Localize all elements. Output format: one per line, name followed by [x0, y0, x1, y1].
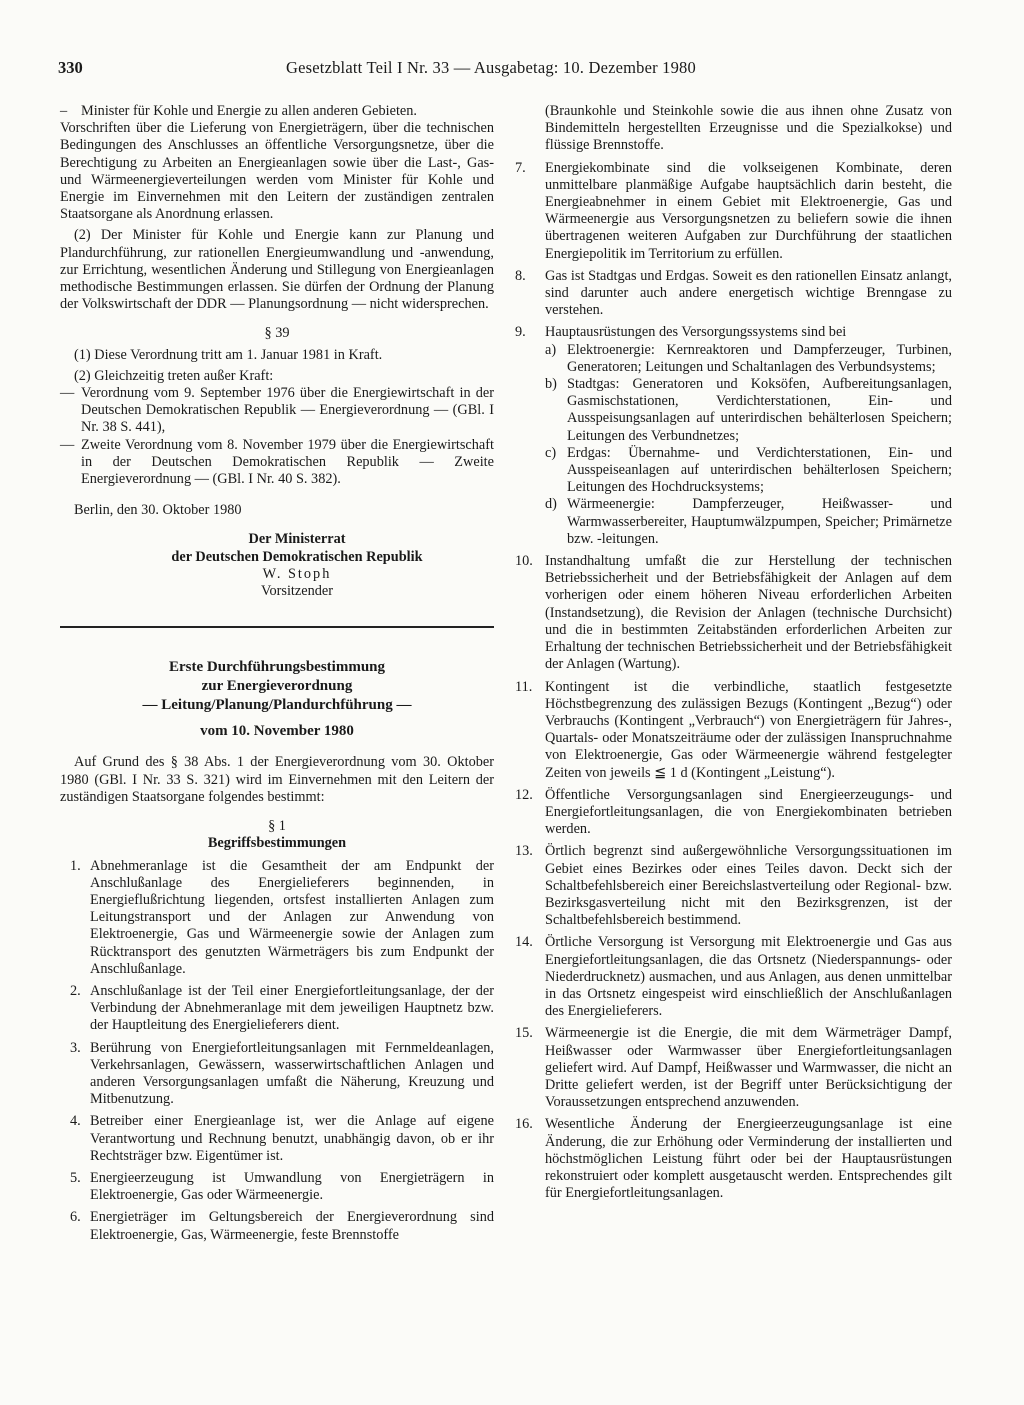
left-column — [60, 103, 494, 1244]
definition-number: 2. — [70, 982, 81, 999]
definition-text: Wesentliche Änderung der Energieerzeugungsanlage ist eine Änderung, die zur Erhöhung oder Verminderung der installierten und höchstmöglichen Leistung führt oder bei der Hauptausrüstungen rekonstruiert oder komplett ausgetauscht werden. Entsprechendes gilt für Energiefortleitungsanlagen. — [545, 1116, 952, 1202]
repealed-item-text: Zweite Verordnung vom 8. November 1979 über die Energiewirtschaft in der Deutschen Demokratischen Republik — Zweite Energieverordnung — (GBl. I Nr. 40 S. 382). — [81, 436, 494, 488]
subitem-letter: d) — [545, 496, 557, 513]
page-number: 330 — [58, 58, 83, 77]
signatory-role: Vorsitzender — [261, 583, 333, 600]
definitions-list — [60, 858, 494, 1244]
paragraph-2: (2) Der Minister für Kohle und Energie kann zur Planung und Plandurchführung, zur rationellen Energieumwandlung und -anwendung, zur Errichtung, wesentlichen Änderung und Stillegung von Energieanlagen methodische Bestimmungen erlassen. Sie dürfen der Ordnung der Planung der Volkswirtschaft der DDR — Planungsordnung — nicht widersprechen. — [60, 227, 494, 313]
definition-item — [515, 268, 952, 320]
definition-item — [515, 160, 952, 263]
definition-number: 13. — [515, 843, 533, 860]
definition-item — [515, 324, 952, 548]
definition-number: 1. — [70, 857, 81, 874]
place-date: Berlin, den 30. Oktober 1980 — [74, 502, 242, 519]
definition-text: Wärmeenergie ist die Energie, die mit dem Wärmeträger Dampf, Heißwasser oder Warmwasser über Energiefortleitungsanlagen geliefert wird. Auf Dampf, Heißwasser und Warmwasser, die nicht an Dritte geliefert werden, ist der Begriff unter Berücksichtigung der Voraussetzungen entsprechend anzuwenden. — [545, 1025, 952, 1111]
definition-number: 12. — [515, 786, 533, 803]
running-title: Gesetzblatt Teil I Nr. 33 — Ausgabetag: 10. Dezember 1980 — [286, 58, 696, 77]
definition-item — [60, 1209, 494, 1243]
subitem-text: Elektroenergie: Kernreaktoren und Dampferzeuger, Turbinen, Generatoren; Leitungen und Schaltanlagen des Verbundsystems; — [567, 341, 952, 375]
definition-text: Energieträger im Geltungsbereich der Energieverordnung sind Elektroenergie, Gas, Wärmeenergie, feste Brennstoffe — [90, 1209, 494, 1243]
section-1-heading: § 1 — [268, 818, 286, 835]
definition-number: 6. — [70, 1209, 81, 1226]
definition-9-subitem — [545, 376, 952, 445]
definition-item — [60, 1040, 494, 1109]
repealed-item — [60, 437, 494, 489]
definition-text: Instandhaltung umfaßt die zur Herstellung der technischen Betriebssicherheit und der Betriebsfähigkeit der Anlagen auf dem vorherigen oder einem höheren Niveau erforderlichen Arbeiten (Instandsetzung), die Revision der Anlagen (technische Durchsicht) und die in bestimmten Zeitabständen erforderlichen Arbeiten zur Erhaltung der technischen Betriebssicherheit und der Betriebsfähigkeit der Anlagen (Wartung). — [545, 553, 952, 673]
section-39-para-1: (1) Diese Verordnung tritt am 1. Januar 1981 in Kraft. — [74, 346, 383, 363]
definition-number: 11. — [515, 678, 533, 695]
definition-text: Gas ist Stadtgas und Erdgas. Soweit es den rationellen Einsatz anlangt, sind darunter auch andere energetisch wichtige Brenngase zu verstehen. — [545, 267, 952, 319]
section-39-para-2: (2) Gleichzeitig treten außer Kraft: — [74, 367, 274, 384]
right-column — [515, 103, 952, 1202]
definition-item — [60, 1113, 494, 1165]
definition-number: 8. — [515, 267, 526, 284]
definition-text: Öffentliche Versorgungsanlagen sind Energieerzeugungs- und Energiefortleitungsanlagen, die von Energiekombinaten betrieben werden. — [545, 786, 952, 838]
definition-number: 3. — [70, 1039, 81, 1056]
signatory-organ-line-2: der Deutschen Demokratischen Republik — [171, 548, 423, 565]
subitem-letter: a) — [545, 341, 557, 358]
subitem-text: Erdgas: Übernahme- und Verdichterstationen, Ein- und Ausspeiseanlagen auf unterirdischen behälterlosen Speichern; Leitungen des Hochdrucksystems; — [567, 444, 952, 496]
dash-item-text: Minister für Kohle und Energie zu allen anderen Gebieten. — [81, 103, 417, 119]
definition-item — [515, 934, 952, 1020]
definition-text: Anschlußanlage ist der Teil einer Energiefortleitungsanlage, der der Verbindung der Abnehmeranlage mit dem jeweiligen Hauptnetz bzw. der Hauptleitung des Energielieferers dient. — [90, 982, 494, 1034]
definition-item — [60, 858, 494, 978]
definition-text: Berührung von Energiefortleitungsanlagen mit Fernmeldeanlagen, Verkehrsanlagen, Gewässern, wasserwirtschaftlichen Anlagen und anderen Versorgungsanlagen umfaßt die Näherung, Kreuzung und Mitbenutzung. — [90, 1039, 494, 1108]
signature-block — [60, 531, 494, 600]
definition-item — [515, 843, 952, 929]
paragraph-regulations: Vorschriften über die Lieferung von Energieträgern, über die technischen Bedingungen des Anschlusses an öffentliche Versorgungsnetze, über die Berechtigung zu Arbeiten an Energieanlagen sowie über die Last-, Gas- und Wärmeenergieverteilungen werden vom Minister für Kohle und Energie im Einvernehmen mit den Leitern der zuständigen zentralen Staatsorgane als Anordnung erlassen. — [60, 120, 494, 223]
definition-item — [515, 679, 952, 782]
definition-number: 14. — [515, 934, 533, 951]
regulation-title — [60, 658, 494, 715]
section-39-heading: § 39 — [264, 325, 290, 342]
definition-text: Energieerzeugung ist Umwandlung von Energieträgern in Elektroenergie, Gas oder Wärmeenergie. — [90, 1169, 494, 1204]
definition-text: Örtliche Versorgung ist Versorgung mit Elektroenergie und Gas aus Energiefortleitungsanlagen, die das Ortsnetz (Niederspannungs- oder Niederdrucknetz) ausmachen, und aus Anlagen, aus denen unmittelbar in das Ortsnetz eingespeist wird einschließlich der Anschlußanlagen des Energielieferers. — [545, 934, 952, 1020]
regulation-date: vom 10. November 1980 — [200, 723, 354, 740]
subitem-letter: b) — [545, 376, 557, 393]
regulation-title-line: — Leitung/Planung/Plandurchführung — — [142, 697, 412, 714]
definition-text: Abnehmeranlage ist die Gesamtheit der am Endpunkt der Anschlußanlage des Energielieferers beginnenden, in Energieflußrichtung liegenden, ortsfest installierten Anlagen zum Leitungstransport und der Anlagen zur Anwendung von Elektroenergie, Gas und Wärmeenergie sowie der Anlagen zum Rücktransport des genutzten Wärmeträgers bis zum Endpunkt der Anschlußanlage. — [90, 857, 494, 977]
section-divider — [60, 626, 494, 628]
subitem-text: Wärmeenergie: Dampferzeuger, Heißwasser- und Warmwasserbereiter, Hauptumwälzpumpen, Speicher; Primärnetze bzw. -leitungen. — [567, 496, 952, 547]
definition-9-subitem — [545, 342, 952, 376]
dash-marker: — — [60, 436, 75, 453]
definition-text: Hauptausrüstungen des Versorgungssystems sind bei — [545, 324, 847, 341]
signatory-organ: Der Ministerrat — [248, 531, 346, 548]
definitions-list — [515, 553, 952, 1202]
definition-number: 15. — [515, 1025, 533, 1042]
definition-text: Betreiber einer Energieanlage ist, wer die Anlage auf eigene Verantwortung und Rechnung benutzt, unabhängig davon, ob er ihr Rechtsträger bzw. Eigentümer ist. — [90, 1113, 494, 1164]
definition-text: Kontingent ist die verbindliche, staatlich festgesetzte Höchstbegrenzung des zulässigen Bezugs (Kontingent „Bezug“) oder Verbrauchs (Kontingent „Verbrauch“) von Energieträgern für Jahres-, Quartals- oder Monatszeiträume oder der zulässigen Inanspruchnahme von Elektroenergie, Gas oder Wärmeenergie während festgelegter Zeiten von jeweils ≦ 1 d (Kontingent „Leistung“). — [545, 678, 952, 781]
dash-marker: – — [60, 103, 68, 119]
subitem-text: Stadtgas: Generatoren und Koksöfen, Aufbereitungsanlagen, Gasmischstationen, Verdichterstationen, Ein- und Ausspeisungsanlagen auf unterirdischen behälterlosen Speichern; Leitungen des Verbundnetzes; — [567, 376, 952, 444]
section-1-title: Begriffsbestimmungen — [207, 835, 347, 852]
definition-text: Örtlich begrenzt sind außergewöhnliche Versorgungssituationen im Gebiet eines Bezirkes oder eines Teiles davon. Deckt sich der Schaltbefehlsbereich einer Bereichslastverteilung oder Regional- bzw. Bezirksgasverteilung nicht mit den Bezirksgrenzen, ist der Schaltbefehlsbereich bestimmend. — [545, 843, 952, 929]
definition-9-subitem — [545, 496, 952, 548]
definition-item — [515, 787, 952, 839]
repealed-item — [60, 385, 494, 437]
definition-item — [515, 1025, 952, 1111]
definition-number: 4. — [70, 1113, 81, 1130]
signatory-name: W. Stoph — [262, 565, 332, 582]
definition-number: 9. — [515, 324, 526, 341]
definition-item — [60, 983, 494, 1035]
definition-number: 10. — [515, 553, 533, 570]
definition-6-continuation: (Braunkohle und Steinkohle sowie die aus ihnen ohne Zusatz von Bindemitteln hergestellten Erzeugnisse und die Spezialkokse) und flüssige Brennstoffe. — [545, 103, 952, 154]
repealed-item-text: Verordnung vom 9. September 1976 über die Energiewirtschaft in der Deutschen Demokratischen Republik — Energieverordnung — (GBl. I Nr. 38 S. 441), — [81, 385, 494, 436]
definition-item — [515, 553, 952, 673]
regulation-title-line: zur Energieverordnung — [201, 678, 353, 695]
definition-number: 16. — [515, 1116, 533, 1133]
definition-item — [60, 1170, 494, 1204]
definition-number: 5. — [70, 1169, 81, 1186]
preamble: Auf Grund des § 38 Abs. 1 der Energieverordnung vom 30. Oktober 1980 (GBl. I Nr. 33 S. 321) wird im Einvernehmen mit den Leitern der zuständigen Staatsorgane folgendes bestimmt: — [60, 754, 494, 805]
definition-item — [515, 1116, 952, 1202]
definition-9-sublist — [545, 342, 952, 548]
dash-marker: — — [60, 385, 75, 402]
page-header — [58, 58, 958, 82]
dash-item-intro — [60, 103, 494, 120]
definition-text: Energiekombinate sind die volkseigenen Kombinate, deren unmittelbare planmäßige Aufgabe hauptsächlich darin besteht, die Energieabnehmer in einem Gebiet mit Elektroenergie, Gas und Wärmeenergie aus Versorgungsnetzen zu beliefern sowie die ihnen übertragenen weiteren Aufgaben zur Durchführung der staatlichen Energiepolitik im Territorium zu erfüllen. — [545, 159, 952, 262]
definition-number: 7. — [515, 159, 526, 176]
definition-9-subitem — [545, 445, 952, 497]
subitem-letter: c) — [545, 444, 557, 461]
regulation-title-line: Erste Durchführungsbestimmung — [169, 659, 385, 676]
